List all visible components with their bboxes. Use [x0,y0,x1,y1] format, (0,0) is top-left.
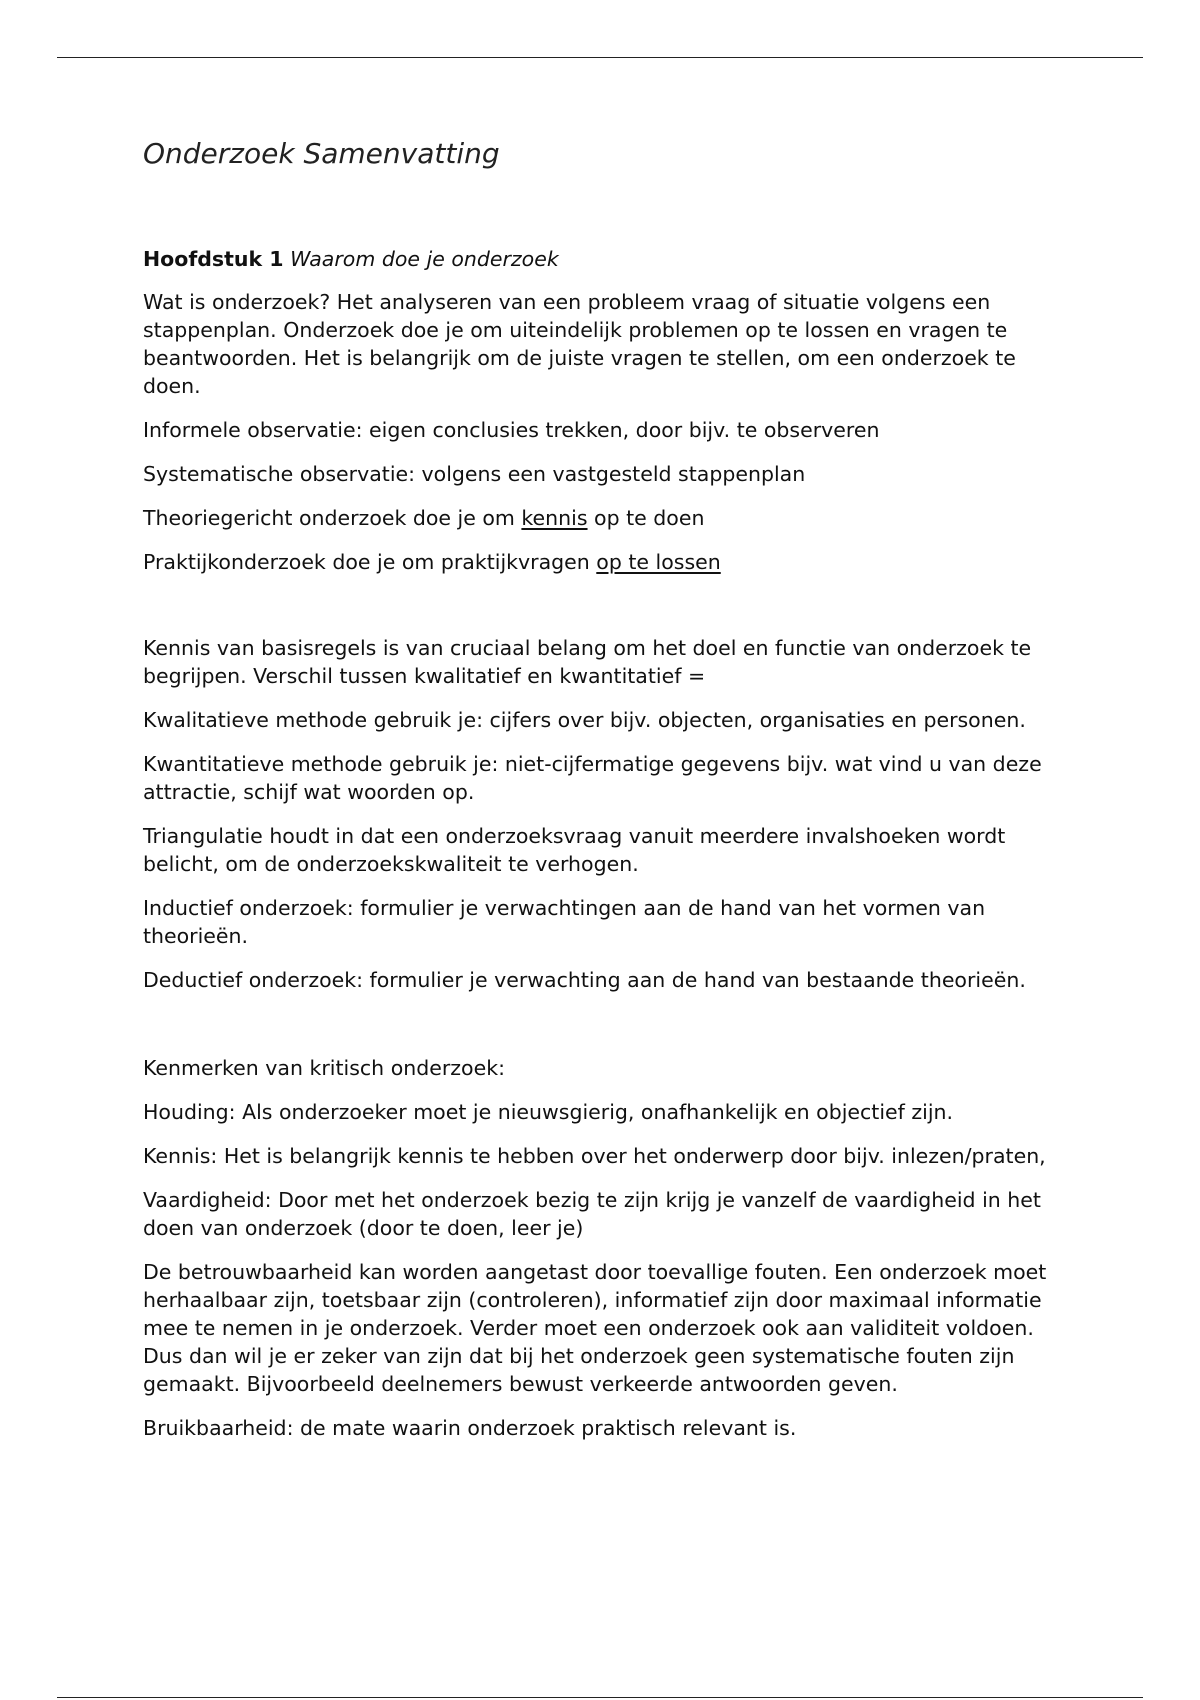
footer-rule [57,1697,1143,1698]
paragraph-triangulation: Triangulatie houdt in dat een onderzoeksvraag vanuit meerdere invalshoeken wordt belicht, om de onderzoekskwaliteit te verhogen. [143,824,1006,877]
paragraph-attitude: Houding: Als onderzoeker moet je nieuwsgierig, onafhankelijk en objectief zijn. [143,1100,954,1125]
paragraph-inductive: Inductief onderzoek: formulier je verwachtingen aan de hand van het vormen van theorieën. [143,896,986,949]
theory-text-after: op te doen [587,506,705,531]
chapter-heading [143,246,1073,273]
paragraph-systematic-observation: Systematische observatie: volgens een vastgesteld stappenplan [143,462,806,487]
document-title: Onderzoek Samenvatting [143,137,500,170]
document-page [143,137,1073,1442]
paragraph-skill: Vaardigheid: Door met het onderzoek bezig te zijn krijg je vanzelf de vaardigheid in het doen van onderzoek (door te doen, leer je) [143,1188,1041,1241]
paragraph-usability: Bruikbaarheid: de mate waarin onderzoek praktisch relevant is. [143,1416,797,1441]
paragraph-what-is-research: Wat is onderzoek? Het analyseren van een probleem vraag of situatie volgens een stappenplan. Onderzoek doe je om uiteindelijk problemen op te lossen en vragen te beantwoorden. Het is belangrijk om de juiste vragen te stellen, om een onderzoek te doen. [143,290,1016,399]
paragraph-theory-research [143,504,1073,532]
paragraph-quantitative: Kwantitatieve methode gebruik je: niet-cijfermatige gegevens bijv. wat vind u van deze attractie, schijf wat woorden op. [143,752,1042,805]
paragraph-knowledge: Kennis: Het is belangrijk kennis te hebben over het onderwerp door bijv. inlezen/praten, [143,1144,1046,1169]
chapter-subtitle: Waarom doe je onderzoek [290,246,559,271]
paragraph-qualitative: Kwalitatieve methode gebruik je: cijfers over bijv. objecten, organisaties en personen. [143,708,1026,733]
chapter-label: Hoofdstuk 1 [143,246,284,271]
header-rule [57,57,1143,58]
paragraph-practice-research [143,548,1073,576]
paragraph-basic-rules: Kennis van basisregels is van cruciaal belang om het doel en functie van onderzoek te begrijpen. Verschil tussen kwalitatief en kwantitatief = [143,636,1032,689]
theory-underlined: kennis [521,506,588,531]
paragraph-deductive: Deductief onderzoek: formulier je verwachting aan de hand van bestaande theorieën. [143,968,1026,993]
paragraph-critical-research: Kenmerken van kritisch onderzoek: [143,1056,505,1081]
theory-text-before: Theoriegericht onderzoek doe je om [143,506,522,531]
practice-text-before: Praktijkonderzoek doe je om praktijkvragen [143,550,597,575]
paragraph-reliability: De betrouwbaarheid kan worden aangetast door toevallige fouten. Een onderzoek moet herhaalbaar zijn, toetsbaar zijn (controleren), informatief zijn door maximaal informatie mee te nemen in je onderzoek. Verder moet een onderzoek ook aan validiteit voldoen. Dus dan wil je er zeker van zijn dat bij het onderzoek geen systematische fouten zijn gemaakt. Bijvoorbeeld deelnemers bewust verkeerde antwoorden geven. [143,1260,1047,1397]
practice-underlined: op te lossen [596,550,721,575]
paragraph-informal-observation: Informele observatie: eigen conclusies trekken, door bijv. te observeren [143,418,880,443]
